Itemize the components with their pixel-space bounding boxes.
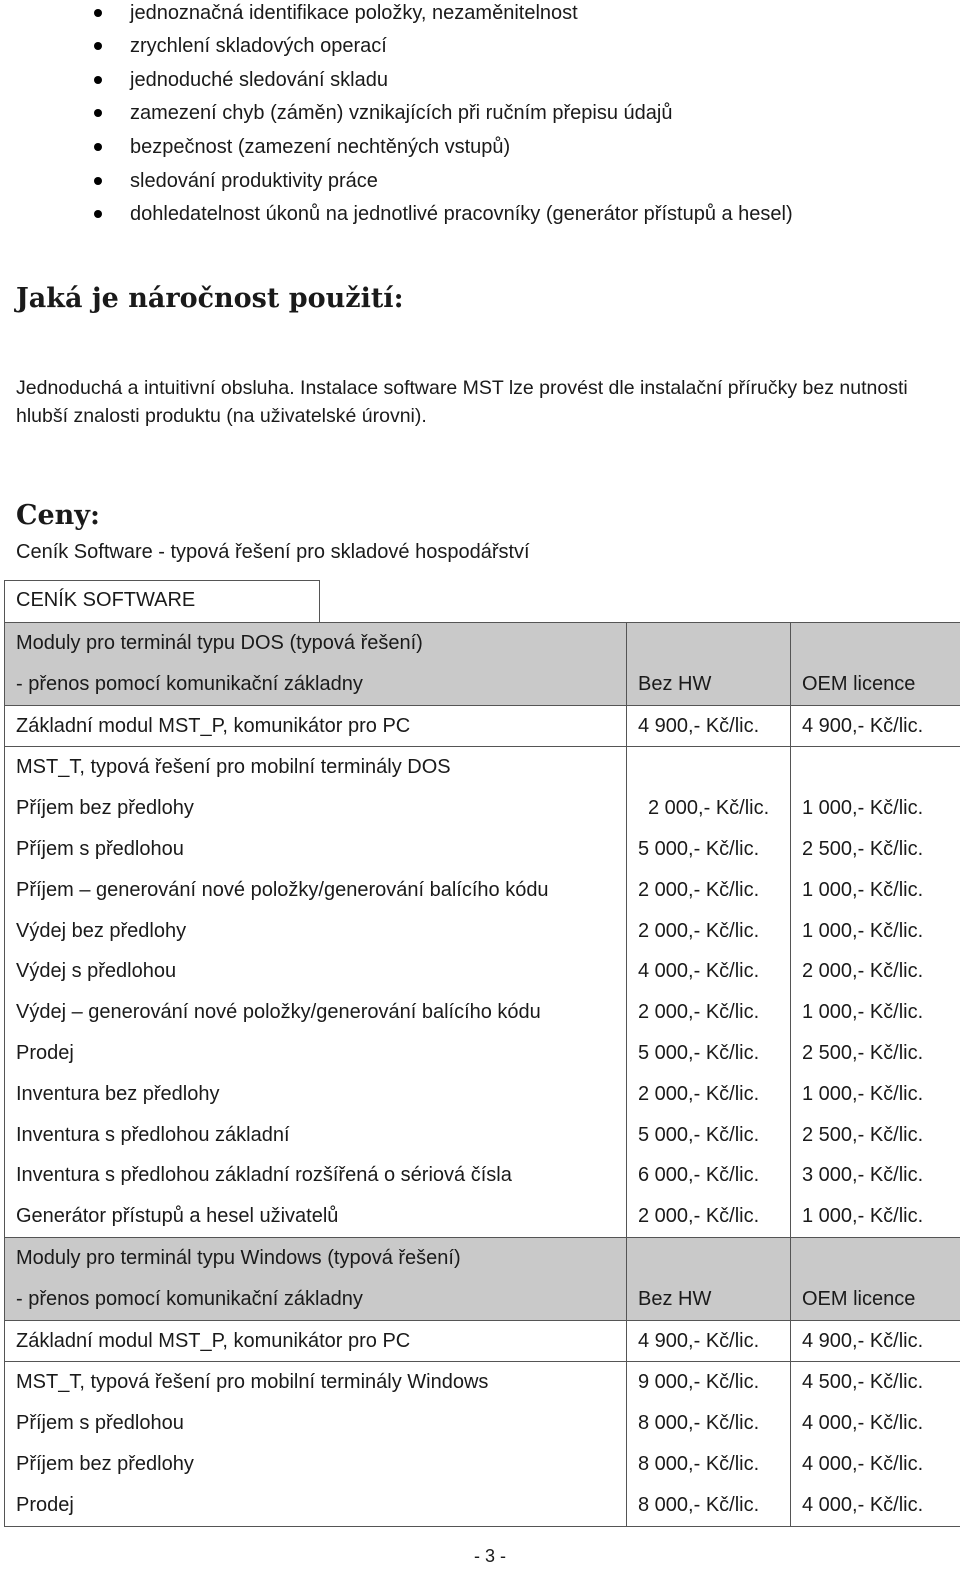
bullet-item	[130, 100, 672, 130]
bullet-icon	[94, 177, 102, 185]
usage-heading: Jaká je náročnost použití:	[16, 283, 404, 314]
bullet-icon	[94, 109, 102, 117]
header-label: - přenos pomocí komunikační základny	[16, 1287, 363, 1310]
col-header-bezhw: Bez HW	[638, 1287, 712, 1310]
col-header-oem: OEM licence	[802, 1287, 916, 1310]
bullet-item	[130, 67, 388, 97]
header-cell	[627, 623, 791, 706]
bullet-text: sledování produktivity práce	[130, 170, 378, 192]
header-label: - přenos pomocí komunikační základny	[16, 672, 363, 695]
bullet-text: zamezení chyb (záměn) vznikajících při ručním přepisu údajů	[130, 102, 673, 124]
row-label: Základní modul MST_P, komunikátor pro PC	[16, 714, 411, 737]
header-label: Moduly pro terminál typu Windows (typová řešení)	[16, 1246, 461, 1269]
bullet-text: dohledatelnost úkonů na jednotlivé pracovníky (generátor přístupů a hesel)	[130, 203, 793, 225]
price-oem: 4 900,- Kč/lic.	[802, 1329, 924, 1352]
col-header-oem: OEM licence	[802, 672, 916, 695]
col-header-bezhw: Bez HW	[638, 672, 712, 695]
prices-subtitle: Ceník Software - typová řešení pro skladové hospodářství	[16, 541, 530, 563]
bullet-icon	[94, 143, 102, 151]
table-caption: CENÍK SOFTWARE	[16, 589, 196, 611]
prices-heading: Ceny:	[16, 500, 100, 531]
price-bezhw: 4 900,- Kč/lic.	[638, 1329, 760, 1352]
group-title: MST_T, typová řešení pro mobilní terminály DOS	[16, 756, 451, 779]
bullet-item	[130, 134, 510, 164]
bullet-item	[130, 0, 578, 30]
bullet-icon	[94, 210, 102, 218]
bullet-text: jednoznačná identifikace položky, nezaměnitelnost	[130, 2, 578, 24]
bullet-text: zrychlení skladových operací	[130, 35, 387, 57]
page-number: - 3 -	[473, 1546, 506, 1566]
table-row	[5, 1320, 960, 1362]
header-label: Moduly pro terminál typu DOS (typová řešení)	[16, 632, 423, 654]
price-oem: 4 900,- Kč/lic.	[802, 714, 924, 737]
header-cell	[5, 623, 627, 706]
table-header-row	[5, 623, 960, 706]
group-title: MST_T, typová řešení pro mobilní terminály Windows	[16, 1371, 489, 1394]
bullet-item	[130, 168, 378, 198]
bullet-icon	[94, 76, 102, 84]
bullet-icon	[94, 42, 102, 50]
row-label: Základní modul MST_P, komunikátor pro PC	[16, 1329, 411, 1352]
price-bezhw: 4 900,- Kč/lic.	[638, 714, 760, 737]
usage-paragraph: Jednoduchá a intuitivní obsluha. Instalace software MST lze provést dle instalační příručky bez nutnosti hlubší znalosti produktu (na uživatelské úrovni).	[16, 377, 908, 427]
bullet-icon	[94, 9, 102, 17]
bullet-text: bezpečnost (zamezení nechtěných vstupů)	[130, 136, 511, 158]
table-row: MST_T, typová řešení pro mobilní terminály Windows Příjem s předlohou Příjem bez předlohy Prodej 9 000,- Kč/lic. 8 000,- Kč/lic. 8 000,- Kč/lic. 8 000,- Kč/lic. 4 500,- Kč/lic. 4 000,- Kč/lic. 4 000,- Kč/lic. 4 000,- Kč/lic.	[5, 1362, 960, 1526]
table-caption-box	[4, 580, 320, 622]
table-header-row	[5, 1237, 960, 1320]
header-cell	[791, 623, 960, 706]
bullet-item	[130, 33, 387, 63]
table-row	[5, 705, 960, 747]
price-table	[4, 622, 960, 1527]
bullet-text: jednoduché sledování skladu	[130, 69, 388, 91]
bullet-item	[130, 201, 793, 231]
table-row: MST_T, typová řešení pro mobilní terminály DOS Příjem bez předlohy Příjem s předlohou Příjem – generování nové položky/generování balícího kódu Výdej bez předlohy Výdej s předlohou Výdej – generování nové položky/generování balícího kódu Prodej Inventura bez předlohy Inventura s předlohou základní Inventura s předlohou základní rozšířená o sériová čísla Generátor přístupů a hesel uživatelů 2 000,- Kč/lic. 5 000,- Kč/lic. 2 000,- Kč/lic. 2 000,- Kč/lic. 4 000,- Kč/lic. 2 000,- Kč/lic. 5 000,- Kč/lic. 2 000,- Kč/lic. 5 000,- Kč/lic. 6 000,- Kč/lic. 2 000,- Kč/lic. 1 000,- Kč/lic. 2 500,- Kč/lic. 1 000,- Kč/lic. 1 000,- Kč/lic. 2 000,- Kč/lic. 1 000,- Kč/lic. 2 500,- Kč/lic. 1 000,- Kč/lic. 2 500,- Kč/lic. 3 000,- Kč/lic. 1 000,- Kč/lic.	[5, 747, 960, 1238]
